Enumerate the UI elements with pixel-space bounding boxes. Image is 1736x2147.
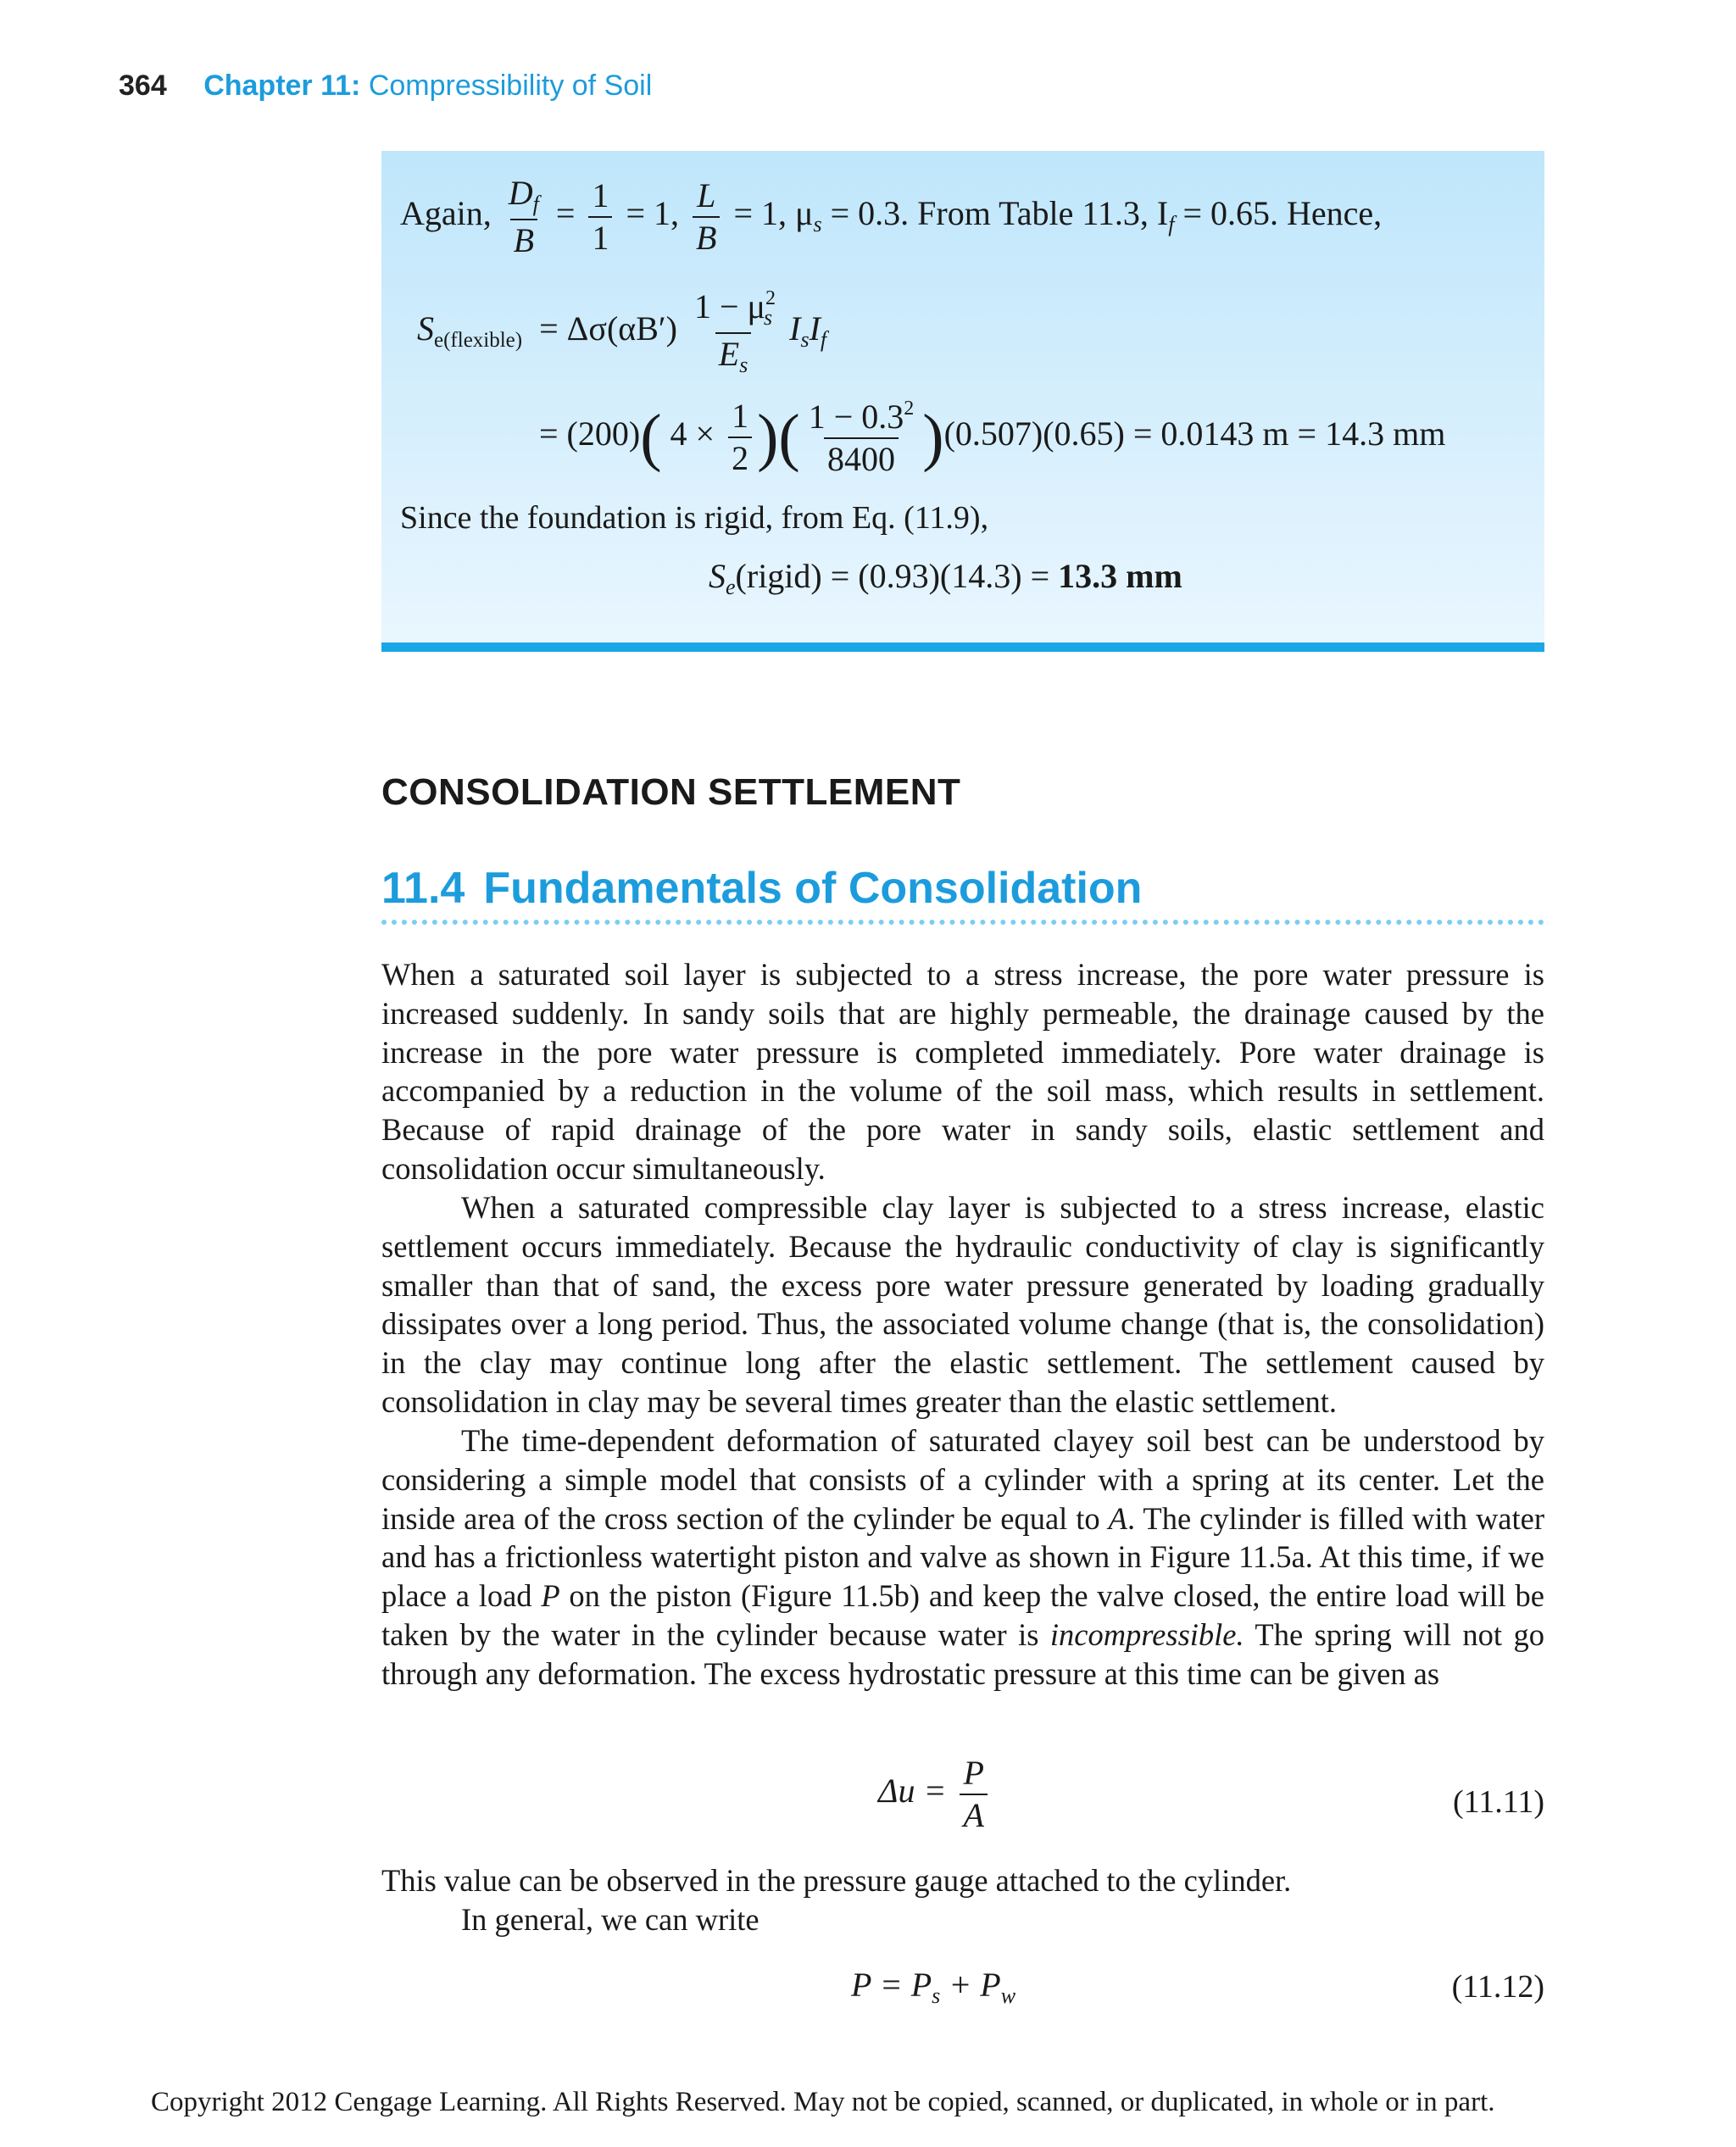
se-subscript: e(flexible)	[434, 329, 523, 353]
table-ref-text: = 0.3. From Table 11.3, I	[821, 194, 1169, 233]
equation-11-12: $P = P_s + P_w$	[851, 1966, 1016, 2008]
poisson-numerator: 1 − μ	[693, 287, 765, 325]
numeric-lead: = (200)	[539, 414, 641, 453]
es-symbol: E	[718, 335, 740, 373]
rigid-intro: Since the foundation is rigid, from Eq. (11.9),	[400, 500, 989, 536]
delta-u-lhs: Δu =	[878, 1772, 947, 1810]
chapter-label: Chapter 11:	[203, 70, 361, 102]
paragraph-5: In general, we can write	[461, 1902, 760, 1937]
half-fraction: $\frac{1}{2}$	[728, 399, 752, 476]
is-symbol: I	[789, 309, 801, 348]
equation-11-11	[878, 1756, 993, 1833]
mu-text: = 1, μ	[733, 194, 814, 233]
subsection-number: 11.4	[381, 864, 465, 913]
subsection-heading	[381, 863, 1142, 914]
hence-text: = 0.65. Hence,	[1174, 194, 1383, 233]
frac2-num: 1 − 0.3	[808, 398, 904, 436]
se-rigid-result: 13.3 mm	[1058, 557, 1182, 595]
equation-number-11-11: (11.11)	[1453, 1784, 1544, 1820]
poisson-numeric-fraction: $\frac{1 - 0.3^2}{8400}$	[808, 398, 915, 478]
equals-one-text: = 1,	[626, 194, 680, 233]
copyright-notice: Copyright 2012 Cengage Learning. All Rights Reserved. May not be copied, scanned, or duplicated, in whole or in part.	[151, 2087, 1495, 2117]
example-line-again: Again, $\frac{D_f}{B}$ = $\frac{1}{1}$ = 1, $\frac{L}{B}$ = 1, $\mu_s = 0.3$. From Table 11.3, $I_f = 0.65$. Hence,	[400, 174, 1383, 259]
se-formula-eq: = Δσ(αB′)	[539, 309, 677, 348]
df-over-b-fraction: $\frac{D_f}{B}$	[508, 174, 539, 259]
subsection-title: Fundamentals of Consolidation	[483, 864, 1143, 913]
se-rigid-expression: (rigid) = (0.93)(14.3) =	[735, 557, 1059, 595]
l-over-b-fraction: $\frac{L}{B}$	[693, 179, 720, 255]
paragraph-2: When a saturated compressible clay layer is subjected to a stress increase, elastic settlement occurs immediately. Because the hydraulic conductivity of clay is significantly smaller than that of sand, the excess pore water pressure generated by loading gradually dissipates over a long period. Thus, the associated volume change (that is, the consolidation) in the clay may continue long after the elastic settlement. The settlement caused by consolidation in clay may be several times greater than the elastic settlement.	[381, 1190, 1544, 1419]
one-over-one-fraction: $\frac{1}{1}$	[588, 179, 612, 255]
equation-number-11-12: (11.12)	[1451, 1969, 1544, 2005]
se-symbol: S	[417, 309, 434, 348]
paragraph-3: The time-dependent deformation of saturated clayey soil best can be understood by considering a simple model that consists of a cylinder with a spring at its center. Let the inside area of the cross section of the cylinder be equal to A. The cylinder is filled with water and has a frictionless watertight piston and valve as shown in Figure 11.5a. At this time, if we place a load P on the piston (Figure 11.5b) and keep the valve closed, the entire load will be taken by the water in the cylinder because water is incompressible. The spring will not go through any deformation. The excess hydrostatic pressure at this time can be given as	[381, 1423, 1544, 1691]
numeric-inner: 4 ×	[670, 414, 715, 453]
paragraph-1: When a saturated soil layer is subjected to a stress increase, the pore water pressure is increased suddenly. In sandy soils that are highly permeable, the drainage caused by the increase in the pore water pressure is completed immediately. Pore water drainage is accompanied by a reduction in the volume of the soil mass, which results in settlement. Because of rapid drainage of the pore water in sandy soils, elastic settlement and consolidation occur simultaneously.	[381, 957, 1544, 1186]
se-rigid-symbol: S	[709, 557, 726, 595]
numeric-result: (0.507)(0.65) = 0.0143 m = 14.3 mm	[943, 414, 1446, 453]
section-heading: CONSOLIDATION SETTLEMENT	[381, 771, 961, 813]
se-rigid-equation: $S_e(rigid) = (0.93)(14.3) = 13.3$ mm	[709, 557, 1182, 599]
page-number: 364	[119, 70, 167, 102]
again-text: Again,	[400, 194, 492, 233]
example-box-bottom-bar	[381, 642, 1544, 652]
p-over-a-fraction: $\frac{P}{A}$	[960, 1756, 987, 1833]
dotted-rule	[381, 920, 1544, 925]
chapter-title: Compressibility of Soil	[368, 70, 653, 102]
se-flexible-formula: $S_{e(flexible)} = \Delta\sigma(\alpha B')$ $\frac{1 - \mu^2_s}{E_s}$ $I_sI_f$	[417, 287, 827, 377]
numeric-substitution: = (200)( 4 × $\frac{1}{2}$ )( $\frac{1 - 0.3^2}{8400}$ )(0.507)(0.65) = 0.0143 m = 14.3 mm	[539, 397, 1446, 478]
running-header	[119, 70, 652, 103]
paragraph-4: This value can be observed in the pressure gauge attached to the cylinder.	[381, 1863, 1292, 1898]
poisson-fraction: $\frac{1 - \mu^2_s}{E_s}$	[693, 287, 776, 377]
